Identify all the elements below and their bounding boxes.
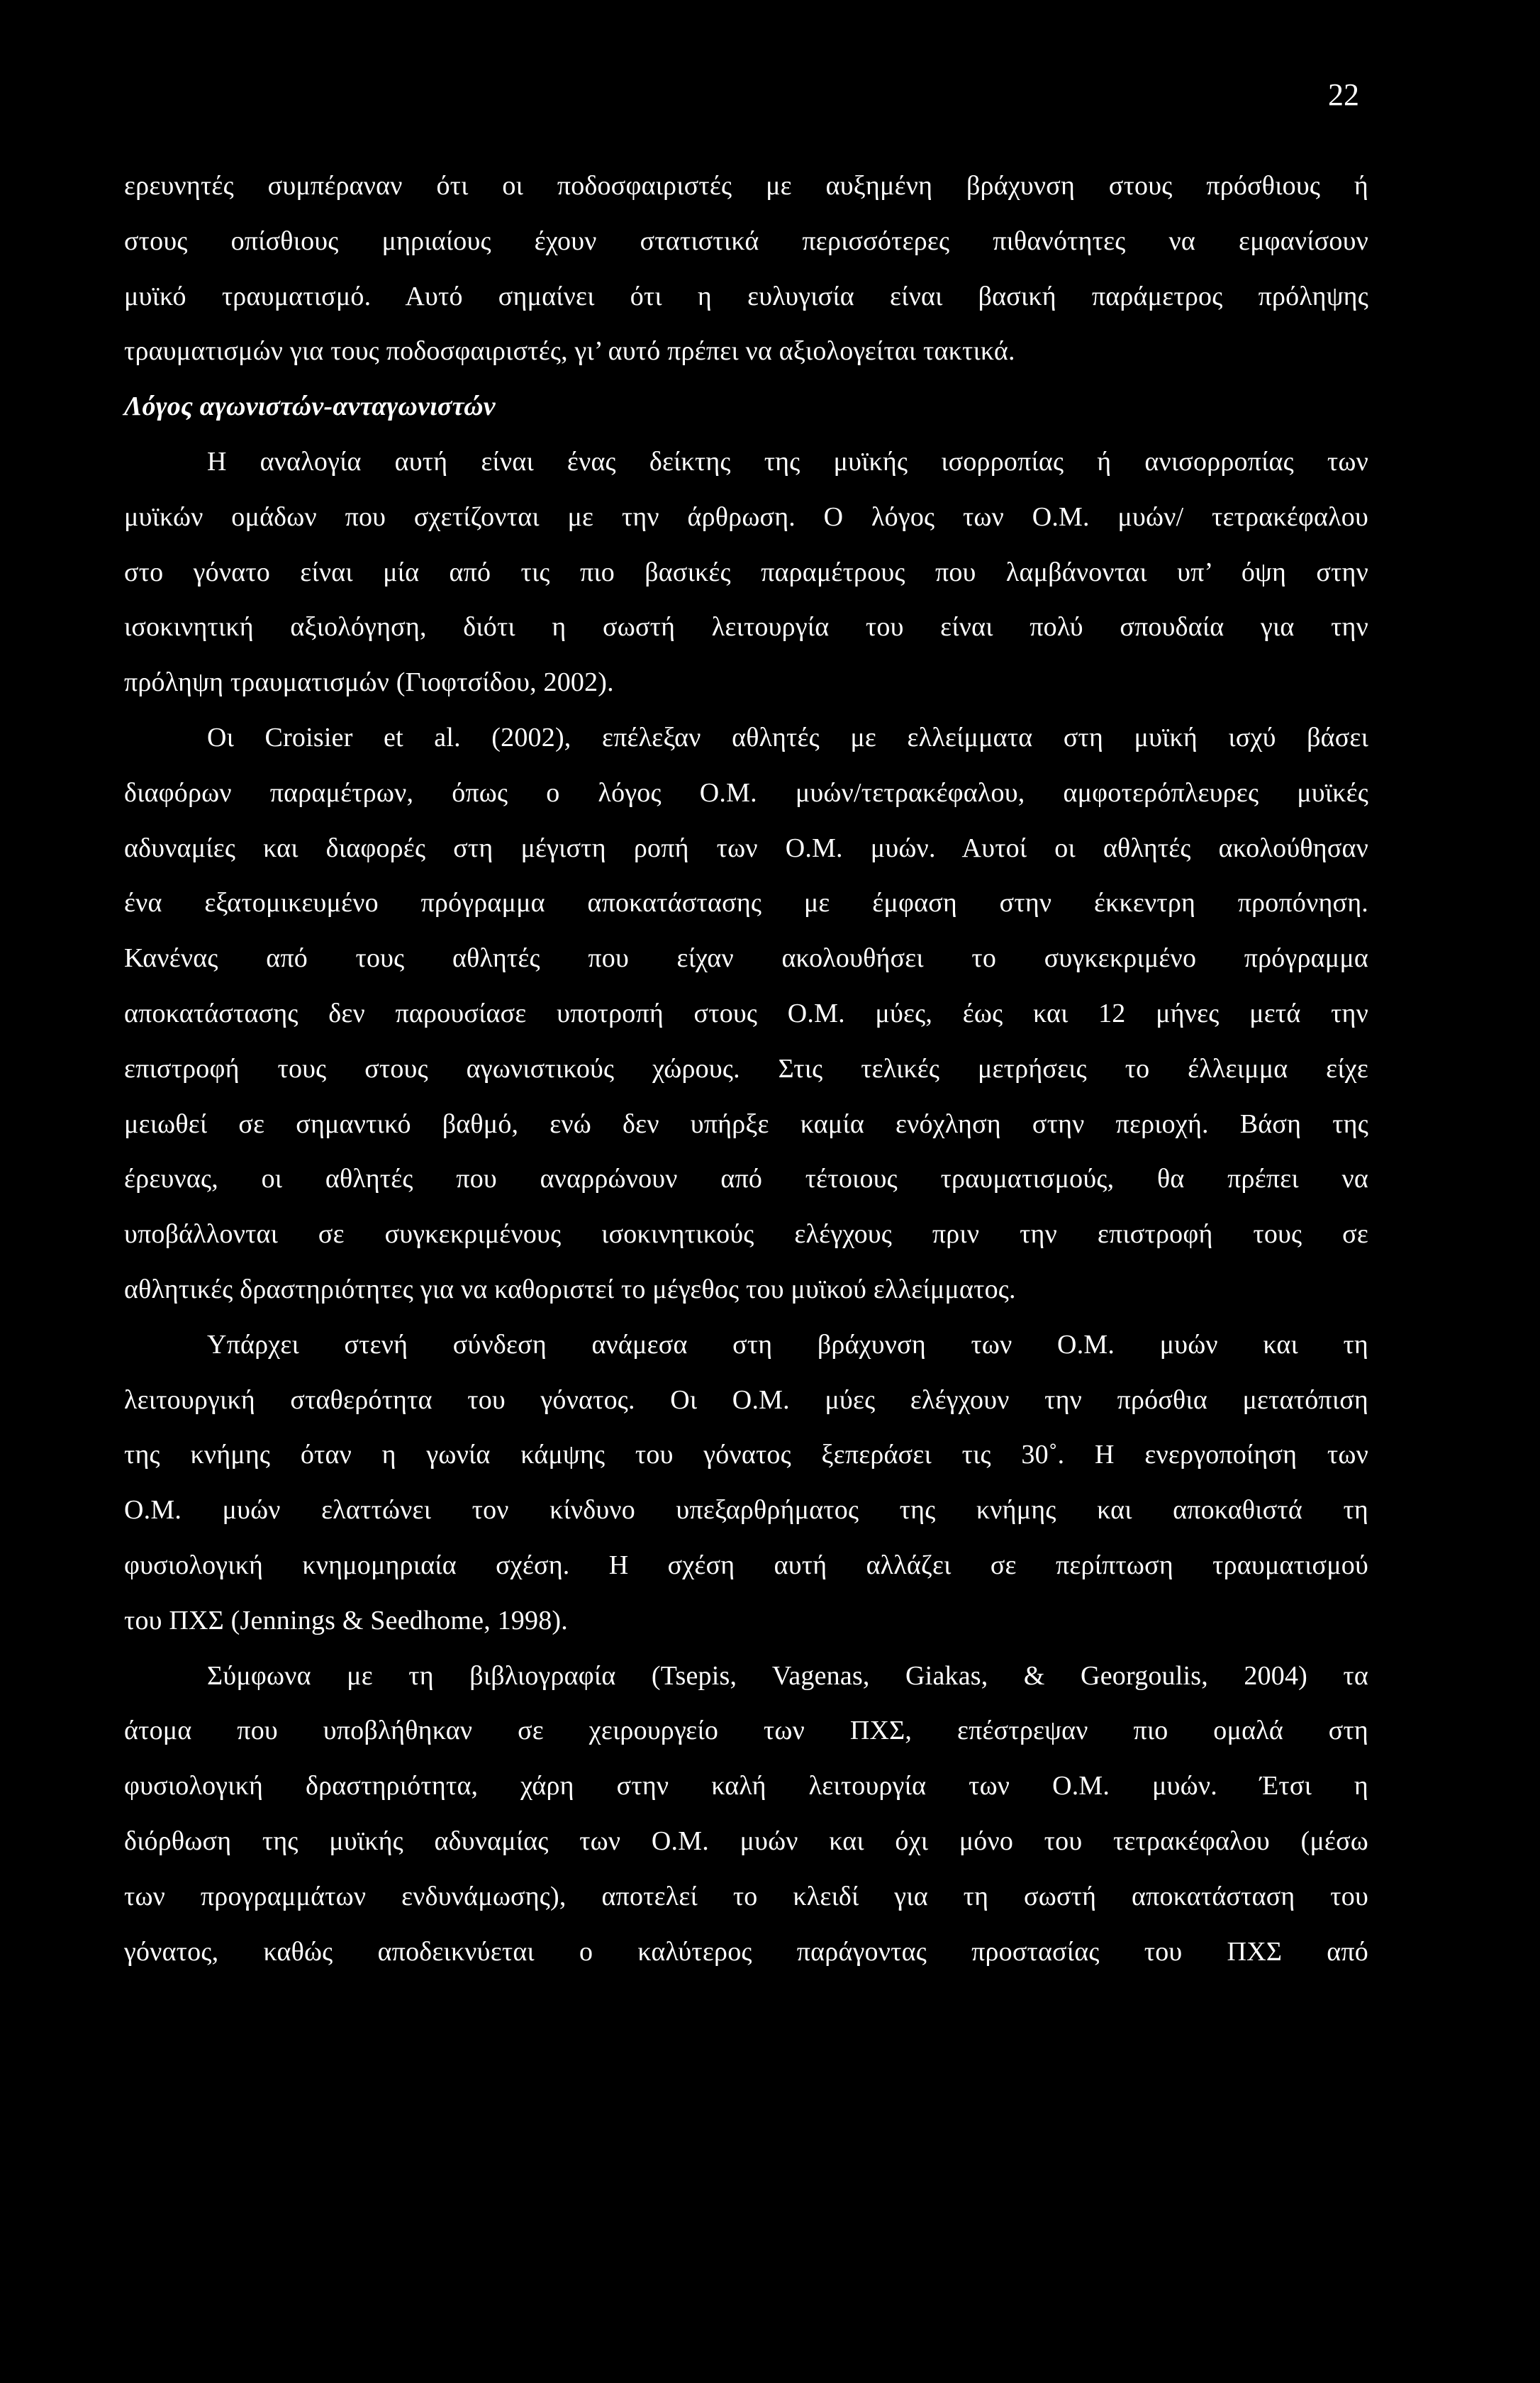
text-line: φυσιολογική κνημομηριαία σχέση. Η σχέση αυτή αλλάζει σε περίπτωση τραυματισμού [124, 1550, 1368, 1580]
text-line: γόνατος, καθώς αποδεικνύεται ο καλύτερος παράγοντας προστασίας του ΠΧΣ από [124, 1936, 1368, 1967]
text-line: των προγραμμάτων ενδυνάμωσης), αποτελεί το κλειδί για τη σωστή αποκατάσταση του [124, 1881, 1368, 1911]
section-heading: Λόγος αγωνιστών-ανταγωνιστών [124, 391, 496, 422]
text-line: μυϊκών ομάδων που σχετίζονται με την άρθρωση. Ο λόγος των Ο.Μ. μυών/ τετρακέφαλου [124, 501, 1368, 532]
text-line: Κανένας από τους αθλητές που είχαν ακολουθήσει το συγκεκριμένο πρόγραμμα [124, 943, 1368, 974]
text-line: Ο.Μ. μυών ελαττώνει τον κίνδυνο υπεξαρθρήματος της κνήμης και αποκαθιστά τη [124, 1495, 1368, 1526]
text-line: υποβάλλονται σε συγκεκριμένους ισοκινητικούς ελέγχους πριν την επιστροφή τους σε [124, 1219, 1368, 1250]
text-line: αποκατάστασης δεν παρουσίασε υποτροπή στους Ο.Μ. μύες, έως και 12 μήνες μετά την [124, 999, 1368, 1028]
text-line: αδυναμίες και διαφορές στη μέγιστη ροπή των Ο.Μ. μυών. Αυτοί οι αθλητές ακολούθησαν [124, 833, 1368, 863]
text-line: φυσιολογική δραστηριότητα, χάρη στην καλή λειτουργία των Ο.Μ. μυών. Έτσι η [124, 1771, 1368, 1801]
text-line: πρόληψη τραυματισμών (Γιοφτσίδου, 2002). [124, 667, 614, 698]
text-line: διόρθωση της μυϊκής αδυναμίας των Ο.Μ. μυών και όχι μόνο του τετρακέφαλου (μέσω [124, 1826, 1368, 1856]
text-line: τραυματισμών για τους ποδοσφαιριστές, γι’ αυτό πρέπει να αξιολογείται τακτικά. [124, 336, 1015, 367]
text-line: Η αναλογία αυτή είναι ένας δείκτης της μυϊκής ισορροπίας ή ανισορροπίας των [207, 447, 1368, 477]
text-line: Υπάρχει στενή σύνδεση ανάμεσα στη βράχυνση των Ο.Μ. μυών και τη [207, 1329, 1368, 1360]
text-line: άτομα που υποβλήθηκαν σε χειρουργείο των ΠΧΣ, επέστρεψαν πιο ομαλά στη [124, 1716, 1368, 1746]
text-line: λειτουργική σταθερότητα του γόνατος. Οι Ο.Μ. μύες ελέγχουν την πρόσθια μετατόπιση [124, 1384, 1368, 1415]
text-line: του ΠΧΣ (Jennings & Seedhome, 1998). [124, 1605, 568, 1635]
page-number: 22 [1328, 77, 1359, 112]
text-line: στους οπίσθιους μηριαίους έχουν στατιστικά περισσότερες πιθανότητες να εμφανίσουν [124, 226, 1368, 256]
text-line: ένα εξατομικευμένο πρόγραμμα αποκατάστασης με έμφαση στην έκκεντρη προπόνηση. [124, 888, 1368, 918]
text-line: Σύμφωνα με τη βιβλιογραφία (Tsepis, Vagenas, Giakas, & Georgoulis, 2004) τα [207, 1660, 1368, 1691]
text-line: ισοκινητική αξιολόγηση, διότι η σωστή λειτουργία του είναι πολύ σπουδαία για την [124, 612, 1368, 643]
text-line: στο γόνατο είναι μία από τις πιο βασικές παραμέτρους που λαμβάνονται υπ’ όψη στην [124, 557, 1368, 587]
text-line: μυϊκό τραυματισμό. Αυτό σημαίνει ότι η ευλυγισία είναι βασική παράμετρος πρόληψης [124, 281, 1368, 311]
text-line: της κνήμης όταν η γωνία κάμψης του γόνατος ξεπεράσει τις 30˚. Η ενεργοποίηση των [124, 1440, 1368, 1470]
text-line: επιστροφή τους στους αγωνιστικούς χώρους. Στις τελικές μετρήσεις το έλλειμμα είχε [124, 1053, 1368, 1084]
text-line: αθλητικές δραστηριότητες για να καθοριστεί το μέγεθος του μυϊκού ελλείμματος. [124, 1274, 1016, 1304]
text-line: διαφόρων παραμέτρων, όπως ο λόγος Ο.Μ. μυών/τετρακέφαλου, αμφοτερόπλευρες μυϊκές [124, 777, 1368, 808]
text-line: μειωθεί σε σημαντικό βαθμό, ενώ δεν υπήρξε καμία ενόχληση στην περιοχή. Βάση της [124, 1109, 1368, 1139]
text-line: έρευνας, οι αθλητές που αναρρώνουν από τέτοιους τραυματισμούς, θα πρέπει να [124, 1164, 1368, 1194]
text-line: Οι Croisier et al. (2002), επέλεξαν αθλητές με ελλείμματα στη μυϊκή ισχύ βάσει [207, 723, 1368, 752]
text-line: ερευνητές συμπέραναν ότι οι ποδοσφαιριστές με αυξημένη βράχυνση στους πρόσθιους ή [124, 171, 1368, 201]
